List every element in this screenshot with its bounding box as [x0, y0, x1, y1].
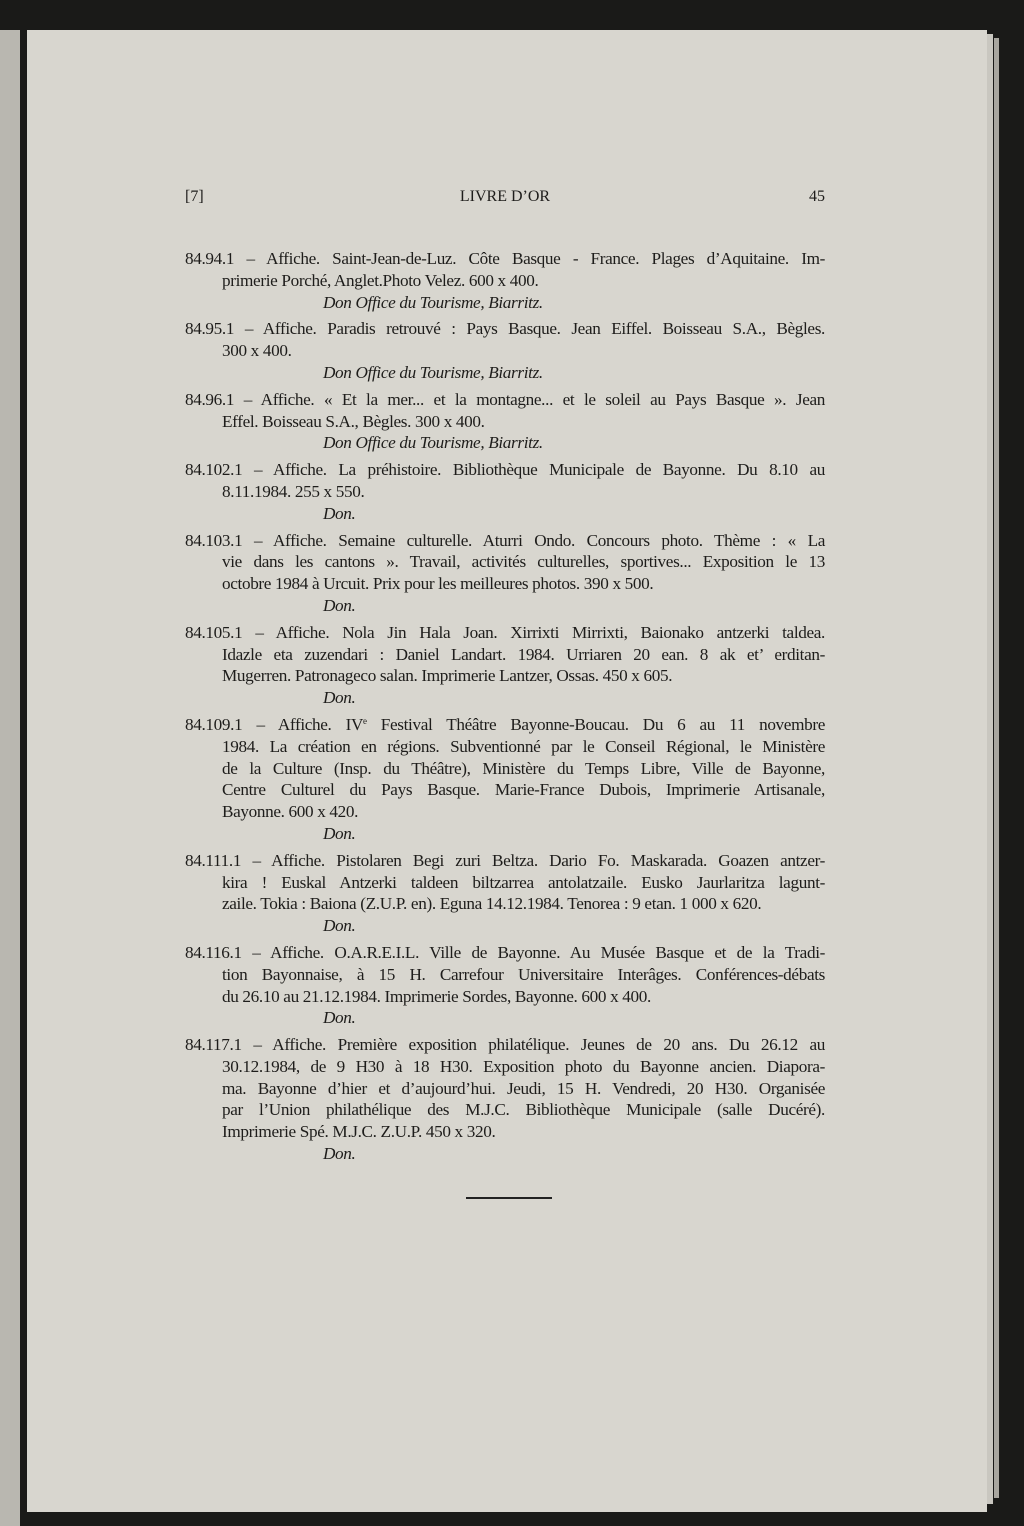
donor-credit: Don Office du Tourisme, Biarritz.	[323, 362, 543, 382]
entry-line: 84.94.1 – Affiche. Saint-Jean-de-Luz. Côte Basque - France. Plages d’Aquitaine. Im-	[185, 249, 825, 268]
page-number: 45	[809, 188, 825, 205]
donor-credit: Don.	[323, 595, 356, 615]
catalogue-entry	[185, 248, 825, 313]
catalogue-entry	[185, 1034, 825, 1165]
entry-line: tion Bayonnaise, à 15 H. Carrefour Universitaire Interâges. Conférences-débats	[222, 964, 825, 984]
entry-line: Effel. Boisseau S.A., Bègles. 300 x 400.	[222, 411, 485, 431]
entry-line: Imprimerie Spé. M.J.C. Z.U.P. 450 x 320.	[222, 1122, 496, 1142]
entry-line: zaile. Tokia : Baiona (Z.U.P. en). Eguna 14.12.1984. Tenorea : 9 etan. 1 000 x 620.	[222, 894, 762, 914]
catalogue-entry	[185, 714, 825, 845]
entry-line: 30.12.1984, de 9 H30 à 18 H30. Exposition photo du Bayonne ancien. Diapora-	[222, 1056, 825, 1076]
entry-line: Centre Culturel du Pays Basque. Marie-France Dubois, Imprimerie Artisanale,	[222, 780, 825, 800]
entry-line: 84.103.1 – Affiche. Semaine culturelle. Aturri Ondo. Concours photo. Thème : « La	[185, 530, 825, 550]
entry-line: Mugerren. Patronageco salan. Imprimerie Lantzer, Ossas. 450 x 605.	[222, 666, 673, 686]
entry-line: kira ! Euskal Antzerki taldeen biltzarrea antolatzaile. Eusko Jaurlaritza lagunt-	[222, 872, 825, 892]
entry-line: 84.105.1 – Affiche. Nola Jin Hala Joan. Xirrixti Mirrixti, Baionako antzerki taldea.	[185, 622, 825, 642]
catalogue-entry	[185, 942, 825, 1029]
catalogue-entry	[185, 459, 825, 524]
entry-line: 84.111.1 – Affiche. Pistolaren Begi zuri Beltza. Dario Fo. Maskarada. Goazen antzer-	[185, 850, 825, 870]
entry-line: 84.96.1 – Affiche. « Et la mer... et la montagne... et le soleil au Pays Basque ». Jean	[185, 389, 825, 409]
section-number: [7]	[185, 188, 204, 205]
donor-credit: Don.	[323, 916, 356, 936]
page-stack-edge	[994, 38, 999, 1498]
entry-line: du 26.10 au 21.12.1984. Imprimerie Sordes, Bayonne. 600 x 400.	[222, 986, 651, 1006]
entry-line: Idazle eta zuzendari : Daniel Landart. 1984. Urriaren 20 ean. 8 ak et’ erditan-	[222, 644, 825, 664]
entry-line: par l’Union philathélique des M.J.C. Bibliothèque Municipale (salle Ducéré).	[222, 1100, 825, 1120]
entry-line: 300 x 400.	[222, 341, 292, 361]
entry-line: de la Culture (Insp. du Théâtre), Ministère du Temps Libre, Ville de Bayonne,	[222, 758, 825, 778]
running-header	[185, 188, 825, 210]
previous-page-edge	[0, 30, 20, 1526]
catalogue-entry	[185, 850, 825, 937]
page-stack-edge	[987, 34, 993, 1504]
end-rule	[466, 1197, 552, 1199]
donor-credit: Don.	[323, 503, 356, 523]
entry-line: 84.117.1 – Affiche. Première exposition philatélique. Jeunes de 20 ans. Du 26.12 au	[185, 1035, 825, 1055]
donor-credit: Don Office du Tourisme, Biarritz.	[323, 292, 543, 312]
entry-line: 84.102.1 – Affiche. La préhistoire. Bibliothèque Municipale de Bayonne. Du 8.10 au	[185, 460, 825, 480]
entry-line: octobre 1984 à Urcuit. Prix pour les meilleures photos. 390 x 500.	[222, 574, 654, 594]
catalogue-entries	[185, 248, 825, 1170]
entry-line: ma. Bayonne d’hier et d’aujourd’hui. Jeudi, 15 H. Vendredi, 20 H30. Organisée	[222, 1078, 825, 1098]
entry-line-part: Festival Théâtre Bayonne-Boucau. Du 6 au 11 novembre	[366, 714, 825, 734]
entry-line: vie dans les cantons ». Travail, activités culturelles, sportives... Exposition le 13	[222, 552, 825, 572]
entry-line: Bayonne. 600 x 420.	[222, 802, 359, 822]
entry-line: primerie Porché, Anglet.Photo Velez. 600 x 400.	[222, 270, 539, 290]
running-title: LIVRE D’OR	[459, 188, 551, 205]
ordinal-superscript: e	[363, 715, 367, 726]
entry-line: 84.95.1 – Affiche. Paradis retrouvé : Pays Basque. Jean Eiffel. Boisseau S.A., Bègles.	[185, 319, 825, 339]
catalogue-entry	[185, 318, 825, 383]
catalogue-entry	[185, 622, 825, 709]
entry-line: 1984. La création en régions. Subventionné par le Conseil Régional, le Ministère	[222, 736, 825, 756]
catalogue-entry	[185, 389, 825, 454]
donor-credit: Don.	[323, 688, 356, 708]
entry-line: 8.11.1984. 255 x 550.	[222, 481, 365, 501]
donor-credit: Don.	[323, 823, 356, 843]
entry-line: 84.116.1 – Affiche. O.A.R.E.I.L. Ville de Bayonne. Au Musée Basque et de la Tradi-	[185, 942, 825, 962]
entry-line	[185, 714, 825, 736]
donor-credit: Don Office du Tourisme, Biarritz.	[323, 433, 543, 453]
catalogue-entry	[185, 530, 825, 617]
entry-line-part: 84.109.1 – Affiche. IV	[185, 714, 364, 734]
donor-credit: Don.	[323, 1144, 356, 1164]
donor-credit: Don.	[323, 1008, 356, 1028]
